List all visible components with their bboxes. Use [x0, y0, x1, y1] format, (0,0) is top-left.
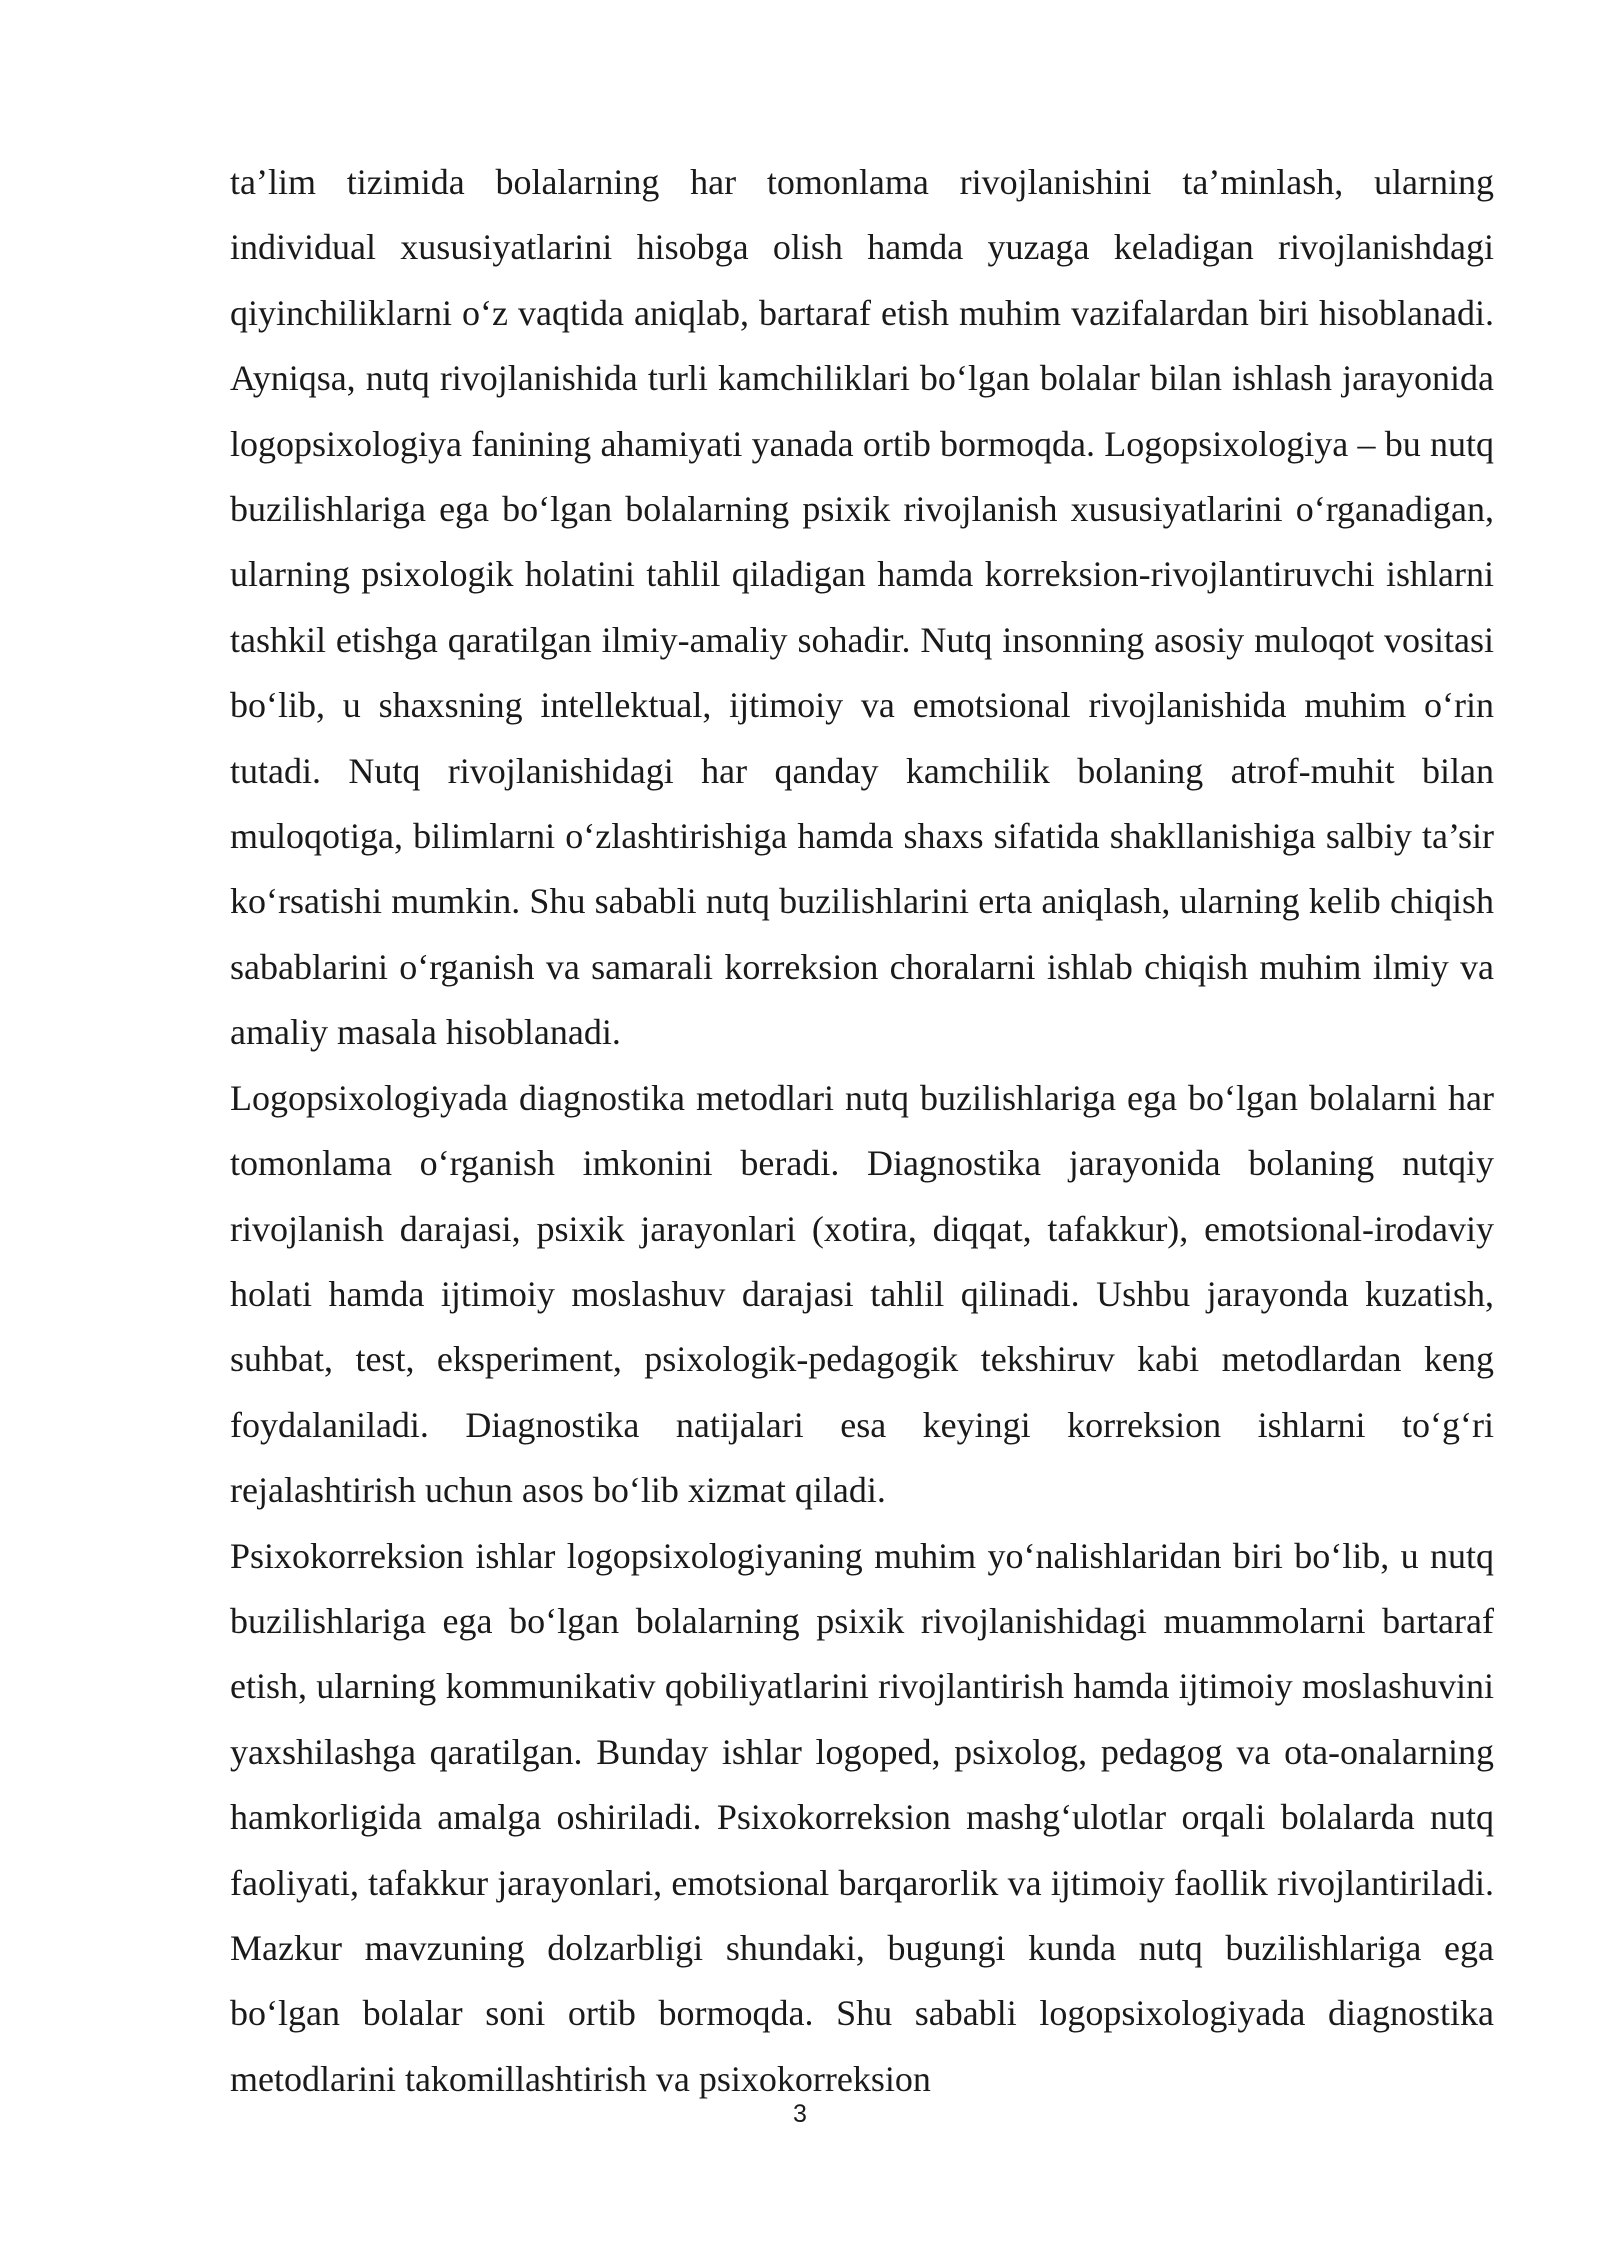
paragraph-psychocorrection: Psixokorreksion ishlar logopsixologiyaning muhim yo‘nalishlaridan biri bo‘lib, u nutq buzilishlariga ega bo‘lgan bolalarning psixik rivojlanishidagi muammolarni bartaraf etish, ularning kommunikativ qobiliyatlarini rivojlantirish hamda ijtimoiy moslashuvini yaxshilashga qaratilgan. Bunday ishlar logoped, psixolog, pedagog va ota-onalarning hamkorligida amalga oshiriladi. Psixokorreksion mashg‘ulotlar orqali bolalarda nutq faoliyati, tafakkur jarayonlari, emotsional barqarorlik va ijtimoiy faollik rivojlantiriladi. Mazkur mavzuning dolzarbligi shundaki, bugungi kunda nutq buzilishlariga ega bo‘lgan bolalar soni ortib bormoqda. Shu sababli logopsixologiyada diagnostika metodlarini takomillashtirish va psixokorreksion: [230, 1535, 1494, 2099]
body-text: [230, 150, 1494, 2112]
paragraph-intro: ta’lim tizimida bolalarning har tomonlama rivojlanishini ta’minlash, ularning individual xususiyatlarini hisobga olish hamda yuzaga keladigan rivojlanishdagi qiyinchiliklarni o‘z vaqtida aniqlab, bartaraf etish muhim vazifalardan biri hisoblanadi. Ayniqsa, nutq rivojlanishida turli kamchiliklari bo‘lgan bolalar bilan ishlash jarayonida logopsixologiya fanining ahamiyati yanada ortib bormoqda. Logopsixologiya – bu nutq buzilishlariga ega bo‘lgan bolalarning psixik rivojlanish xususiyatlarini o‘rganadigan, ularning psixologik holatini tahlil qiladigan hamda korreksion-rivojlantiruvchi ishlarni tashkil etishga qaratilgan ilmiy-amaliy sohadir. Nutq insonning asosiy muloqot vositasi bo‘lib, u shaxsning intellektual, ijtimoiy va emotsional rivojlanishida muhim o‘rin tutadi. Nutq rivojlanishidagi har qanday kamchilik bolaning atrof-muhit bilan muloqotiga, bilimlarni o‘zlashtirishiga hamda shaxs sifatida shakllanishiga salbiy ta’sir ko‘rsatishi mumkin. Shu sababli nutq buzilishlarini erta aniqlash, ularning kelib chiqish sabablarini o‘rganish va samarali korreksion choralarni ishlab chiqish muhim ilmiy va amaliy masala hisoblanadi.: [230, 162, 1494, 1053]
paragraph-diagnostics: Logopsixologiyada diagnostika metodlari nutq buzilishlariga ega bo‘lgan bolalarni har tomonlama o‘rganish imkonini beradi. Diagnostika jarayonida bolaning nutqiy rivojlanish darajasi, psixik jarayonlari (xotira, diqqat, tafakkur), emotsional-irodaviy holati hamda ijtimoiy moslashuv darajasi tahlil qilinadi. Ushbu jarayonda kuzatish, suhbat, test, eksperiment, psixologik-pedagogik tekshiruv kabi metodlardan keng foydalaniladi. Diagnostika natijalari esa keyingi korreksion ishlarni to‘g‘ri rejalashtirish uchun asos bo‘lib xizmat qiladi.: [230, 1077, 1494, 1511]
page-number: 3: [793, 2100, 807, 2128]
